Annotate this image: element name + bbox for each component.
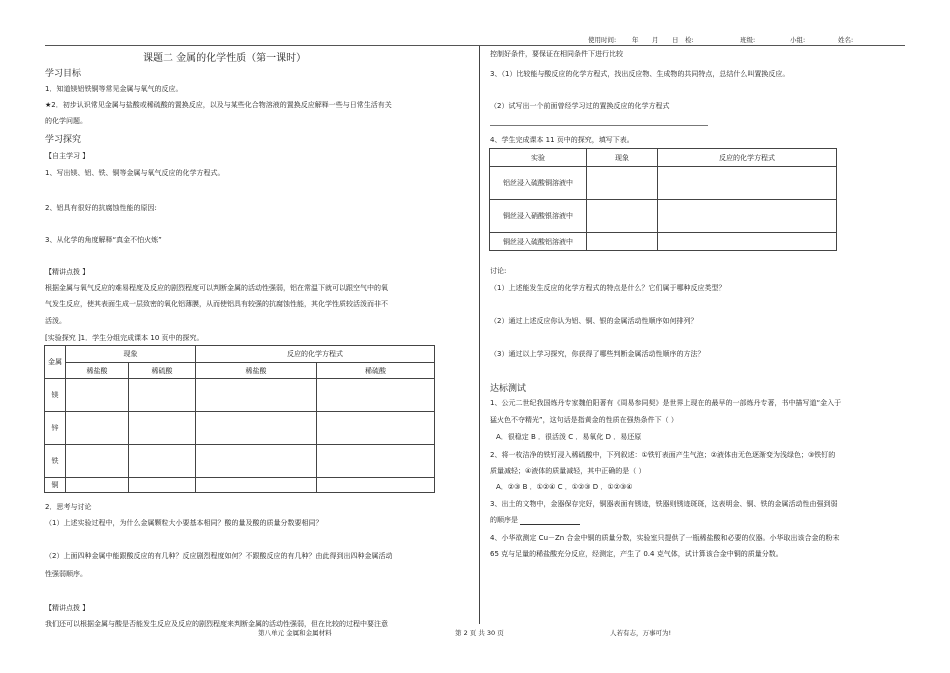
answer-cell[interactable] xyxy=(587,200,658,233)
discussion-1: （1）上述能发生反应的化学方程式的特点是什么？它们属于哪种反应类型？ xyxy=(490,284,726,292)
page-title: 课题二 金属的化学性质（第一课时） xyxy=(143,53,307,64)
header-name: 姓名: xyxy=(838,36,854,44)
footer-unit: 第八单元 金属和金属材料 xyxy=(258,629,332,637)
question-1: 1、写出镁、铝、铁、铜等金属与氧气反应的化学方程式。 xyxy=(45,169,225,177)
experiment-label: 铜丝浸入硝酸银溶液中 xyxy=(490,200,587,233)
subheader-h2so4-phenomenon: 稀硫酸 xyxy=(129,363,196,379)
answer-cell[interactable] xyxy=(317,412,435,445)
answer-line xyxy=(490,125,708,126)
answer-cell[interactable] xyxy=(317,445,435,478)
test-4-cont: 65 克与足量的稀盐酸充分反应，经测定，产生了 0.4 克气体，试计算该合金中铜的质量分数。 xyxy=(490,550,783,558)
lecture-1-line-2: 气发生反应，使其表面生成一层致密的氧化铝薄膜，从而使铝具有较强的抗腐蚀性能，其化学性质较活泼而非不 xyxy=(45,300,388,308)
answer-cell[interactable] xyxy=(658,200,837,233)
subheader-hcl-equation: 稀盐酸 xyxy=(196,363,317,379)
experiment-label: 铜丝浸入硫酸铝溶液中 xyxy=(490,233,587,251)
answer-cell[interactable] xyxy=(317,379,435,412)
answer-cell[interactable] xyxy=(196,478,317,493)
subheader-h2so4-equation: 稀硫酸 xyxy=(317,363,435,379)
answer-cell[interactable] xyxy=(129,478,196,493)
answer-cell[interactable] xyxy=(196,379,317,412)
question-2: 2、铝具有很好的抗腐蚀性能的原因: xyxy=(45,204,157,212)
test-1-cont: 猛火色不夺精光”，这句话是指黄金的性质在强热条件下（ ） xyxy=(490,416,678,424)
answer-cell[interactable] xyxy=(66,412,129,445)
think-question-2-cont: 性强弱顺序。 xyxy=(45,570,87,578)
discussion-2: （2）通过上述反应你认为铝、铜、银的金属活动性顺序如何排列？ xyxy=(490,317,698,325)
header-check: 检: xyxy=(685,36,694,44)
goal-2-cont: 的化学问题。 xyxy=(45,117,87,125)
question-4: 4、学生完成课本 11 页中的探究，填写下表。 xyxy=(490,136,634,144)
row-metal-label: 铁 xyxy=(45,445,66,478)
row-metal-label: 锌 xyxy=(45,412,66,445)
table-header-experiment: 实验 xyxy=(490,149,587,167)
column-divider xyxy=(479,46,480,624)
test-2-options: A．②③ B ．①②④ C ．①②③ D ．①②③④ xyxy=(496,483,633,491)
table-header-metal: 金属 xyxy=(45,346,66,379)
lecture-2-line-1: 我们还可以根据金属与酸是否能发生反应及反应的剧烈程度来判断金属的活动性强弱，但在比较的过程中要注意 xyxy=(45,620,388,628)
table-row xyxy=(490,200,837,233)
goal-1: 1．知道镁铝铁铜等常见金属与氧气的反应。 xyxy=(45,85,183,93)
answer-cell[interactable] xyxy=(129,379,196,412)
test-1-options: A．很稳定 B ．很活泼 C ．易氧化 D ．易还原 xyxy=(496,433,642,441)
continued-text: 控制好条件，要保证在相同条件下进行比较 xyxy=(490,50,623,58)
answer-cell[interactable] xyxy=(317,478,435,493)
header-rule xyxy=(45,45,905,46)
answer-cell[interactable] xyxy=(658,233,837,251)
test-3: 3、出土的文物中，金器保存完好，铜器表面有锈迹，铁器则锈迹斑斑，这表明金、铜、铁的金属活动性由强到弱 xyxy=(490,500,838,508)
answer-cell[interactable] xyxy=(66,379,129,412)
think-heading: 2．思考与讨论 xyxy=(45,503,92,511)
table-row xyxy=(45,478,435,493)
answer-cell[interactable] xyxy=(658,167,837,200)
metal-acid-table xyxy=(44,345,435,493)
table-row xyxy=(45,412,435,445)
lecture-label-1: 【精讲点拨 】 xyxy=(45,268,90,276)
table-row xyxy=(45,445,435,478)
answer-cell[interactable] xyxy=(196,412,317,445)
test-3-cont-text: 的顺序是 xyxy=(490,516,518,524)
think-question-1: （1）上述实验过程中，为什么金属颗粒大小要基本相同？酸的量及酸的质量分数要相同？ xyxy=(45,519,323,527)
experiment-intro: [实验探究 ]1．学生分组完成课本 10 页中的探究。 xyxy=(45,334,204,342)
answer-cell[interactable] xyxy=(129,412,196,445)
answer-cell[interactable] xyxy=(196,445,317,478)
question-3-1: 3、（1）比较能与酸反应的化学方程式，找出反应物、生成物的共同特点，总结什么叫置换反应。 xyxy=(490,70,790,78)
answer-cell[interactable] xyxy=(129,445,196,478)
discussion-3: （3）通过以上学习探究，你获得了哪些判断金属活动性顺序的方法？ xyxy=(490,350,705,358)
test-2-cont: 质量减轻；④液体的质量减轻，其中正确的是（ ） xyxy=(490,467,646,475)
table-row xyxy=(490,233,837,251)
table-header-equation: 反应的化学方程式 xyxy=(196,346,435,363)
footer-motto: 人若有志，万事可为! xyxy=(610,629,672,637)
think-question-2: （2）上面四种金属中能跟酸反应的有几种？反应剧烈程度如何？不跟酸反应的有几种？由此得到出四种金属活动 xyxy=(45,552,393,560)
header-class: 班级: xyxy=(740,36,756,44)
test-3-cont xyxy=(490,515,580,525)
header-day: 日 xyxy=(672,36,679,44)
table-header-phenomenon: 现象 xyxy=(587,149,658,167)
table-row xyxy=(490,167,837,200)
discussion-label: 讨论: xyxy=(490,267,507,275)
subheader-hcl-phenomenon: 稀盐酸 xyxy=(66,363,129,379)
row-metal-label: 铜 xyxy=(45,478,66,493)
table-row xyxy=(45,379,435,412)
header-group: 小组: xyxy=(790,36,806,44)
lecture-label-2: 【精讲点拨 】 xyxy=(45,604,90,612)
test-2: 2、将一枚洁净的铁钉浸入稀硫酸中，下列叙述：①铁钉表面产生气泡；②液体由无色逐渐变为浅绿色；③铁钉的 xyxy=(490,451,836,459)
header-year: 年 xyxy=(632,36,639,44)
test-4: 4、小华欲测定 Cu－Zn 合金中铜的质量分数，实验室只提供了一瓶稀盐酸和必要的仪器。小华取出该合金的粉末 xyxy=(490,534,840,542)
table-header-equation: 反应的化学方程式 xyxy=(658,149,837,167)
goal-2: ★2．初步认识常见金属与盐酸或稀硫酸的置换反应，以及与某些化合物溶液的置换反应解释一些与日常生活有关 xyxy=(45,101,392,109)
question-3: 3、从化学的角度解释“真金不怕火炼” xyxy=(45,236,162,244)
question-3-2: （2）试写出一个前面曾经学习过的置换反应的化学方程式 xyxy=(490,102,670,110)
row-metal-label: 镁 xyxy=(45,379,66,412)
answer-cell[interactable] xyxy=(587,167,658,200)
lecture-1-line-1: 根据金属与氧气反应的难易程度及反应的剧烈程度可以判断金属的活动性强弱，铝在常温下就可以跟空气中的氧 xyxy=(45,284,388,292)
test-1: 1、公元二世纪我国炼丹专家魏伯阳著有《周易参同契》是世界上现在的最早的一部炼丹专著，书中描写道“金入于 xyxy=(490,399,842,407)
test-3-answer-blank[interactable] xyxy=(520,516,580,525)
self-study-label: 【自主学习 】 xyxy=(45,152,90,160)
answer-cell[interactable] xyxy=(587,233,658,251)
explore-heading: 学习探究 xyxy=(45,135,82,145)
test-heading: 达标测试 xyxy=(490,384,527,394)
goals-heading: 学习目标 xyxy=(45,69,82,79)
lecture-1-line-3: 活泼。 xyxy=(45,317,66,325)
answer-cell[interactable] xyxy=(66,478,129,493)
answer-cell[interactable] xyxy=(66,445,129,478)
table-header-phenomenon: 现象 xyxy=(66,346,196,363)
header-usage-time: 使用时间: xyxy=(588,36,617,44)
footer-page: 第 2 页 共 30 页 xyxy=(455,629,504,637)
experiment-label: 铝丝浸入硫酸铜溶液中 xyxy=(490,167,587,200)
header-month: 月 xyxy=(652,36,659,44)
displacement-table xyxy=(489,148,837,251)
